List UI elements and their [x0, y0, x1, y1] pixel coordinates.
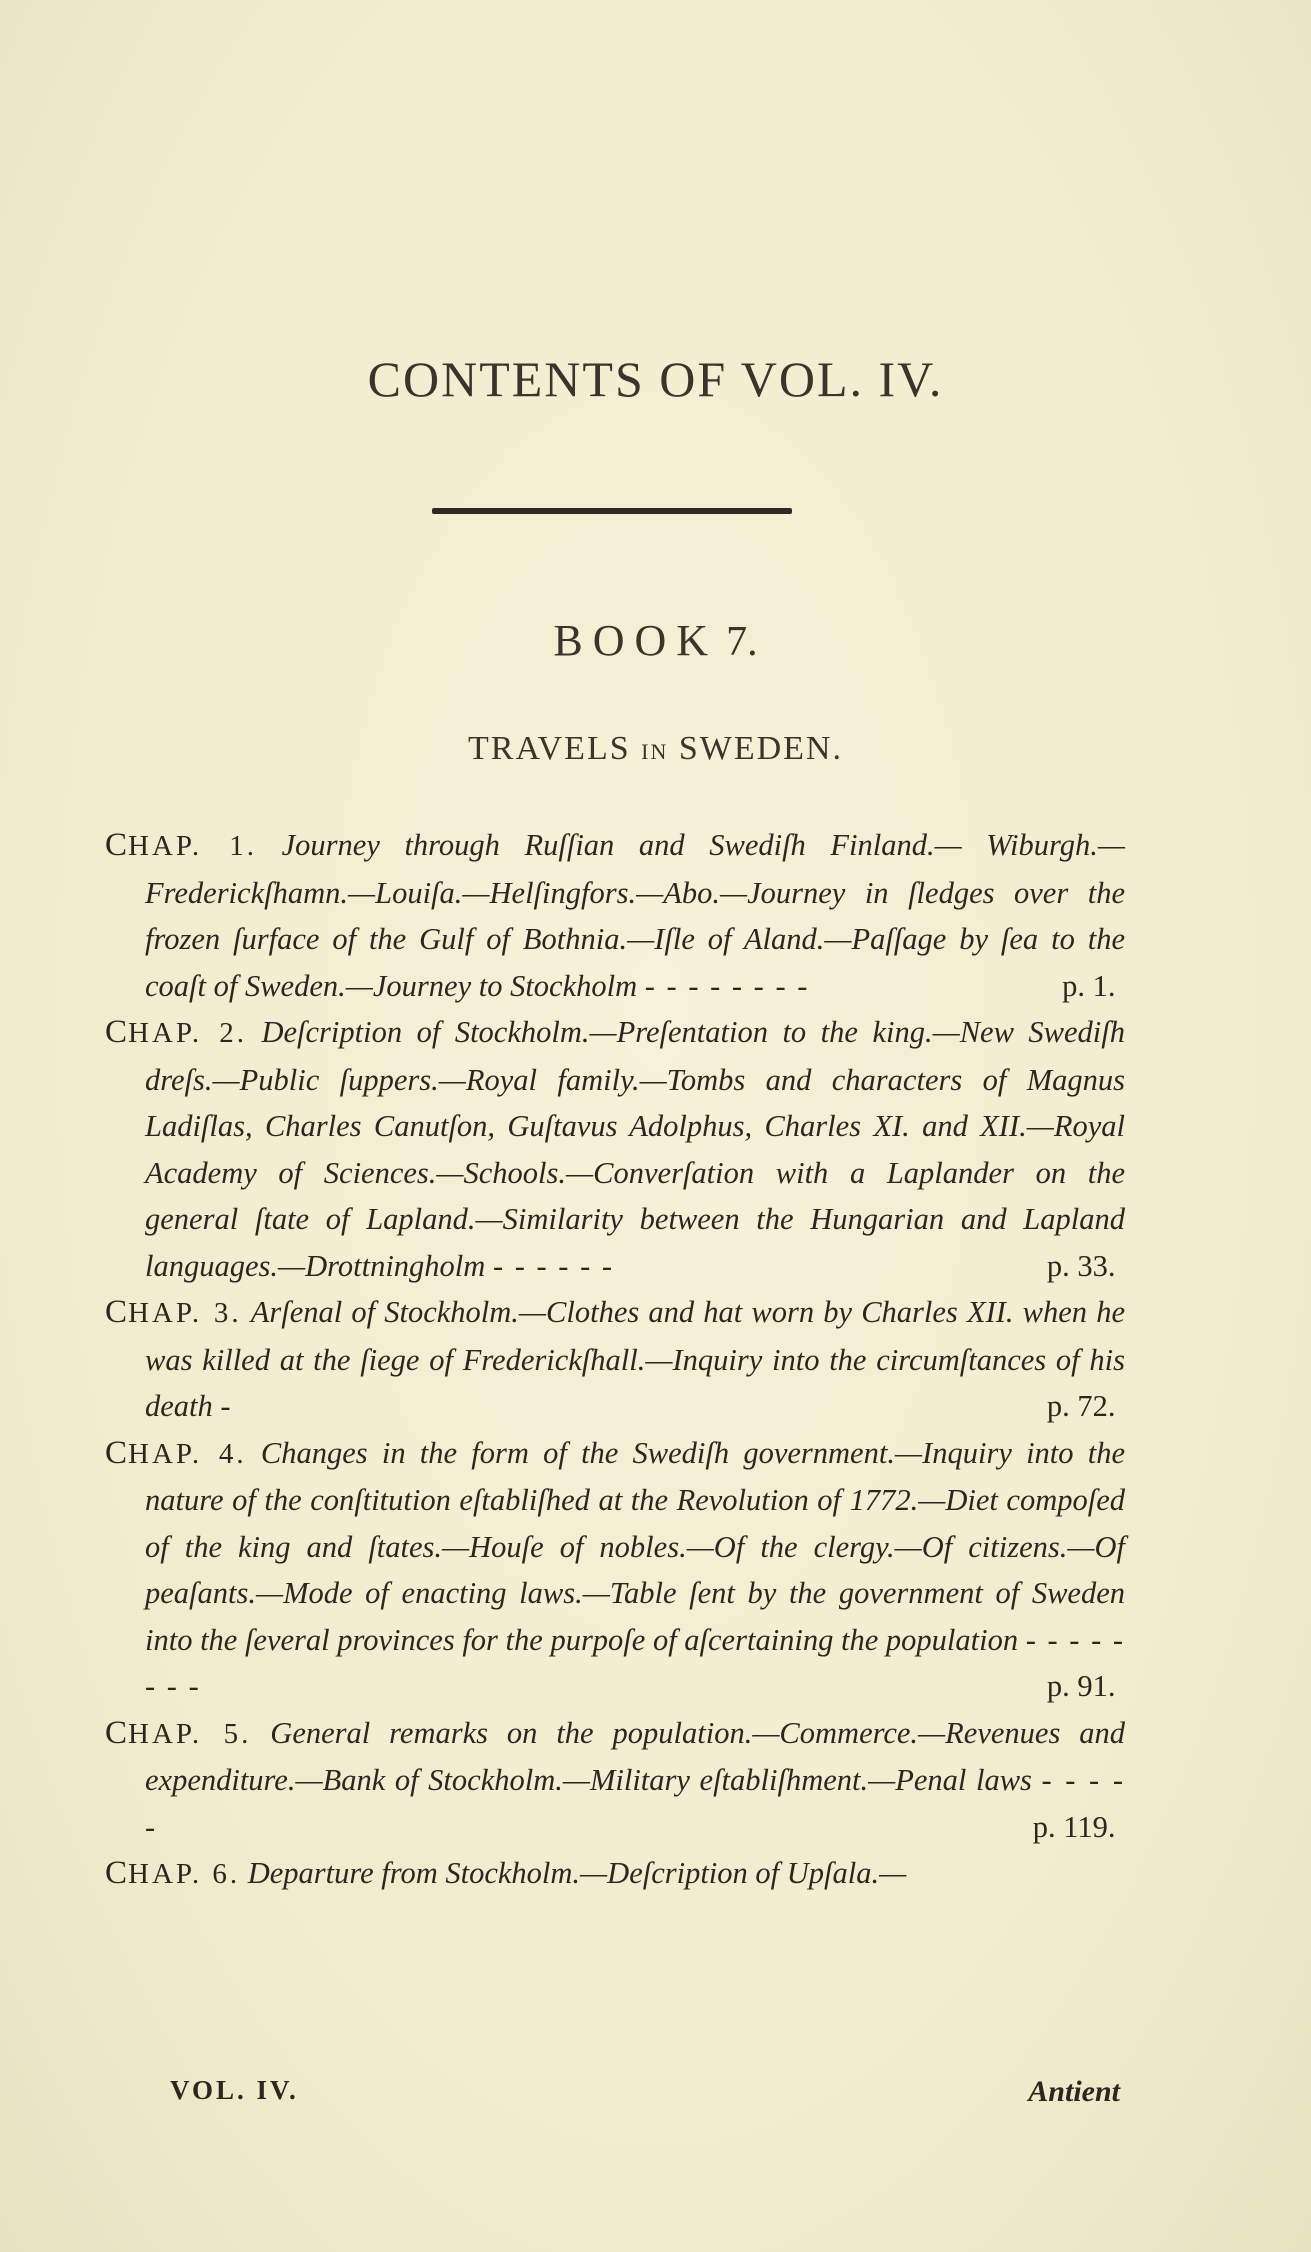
book-heading: [0, 615, 1311, 666]
subtitle-pre: TRAVELS: [468, 730, 631, 767]
chapter-label: CHAP. 3.: [105, 1294, 242, 1330]
chapter-entry: [105, 1289, 1125, 1430]
table-of-contents: [105, 822, 1125, 1898]
book-word: BOOK: [553, 616, 719, 665]
page-reference: p. 72.: [1046, 1389, 1116, 1423]
chapter-summary: Journey through Ruſſian and Swediſh Finland.— Wiburgh.—Frederickſhamn.—Louiſa.—Helſingfors.—Abo.—Journey in ſledges over the frozen ſurface of the Gulf of Bothnia.—Iſle of Aland.—Paſſage by ſea to the coaſt of Sweden.—Journey to Stockholm: [145, 828, 1125, 1003]
chapter-label: CHAP. 4.: [105, 1434, 247, 1471]
catchword: Antient: [1028, 2075, 1120, 2108]
chapter-summary: Deſcription of Stockholm.—Preſentation to the king.—New Swediſh dreſs.—Public ſuppers.—Royal family.—Tombs and characters of Magnus Ladiſlas, Charles Canutſon, Guſtavus Adolphus, Charles XI. and XII.—Royal Academy of Sciences.—Schools.—Converſation with a Laplander on the general ſtate of Lapland.—Similarity between the Hungarian and Lapland languages.—Drottningholm: [145, 1015, 1126, 1283]
page-reference: p. 119.: [1032, 1809, 1116, 1844]
chapter-summary: Arſenal of Stockholm.—Clothes and hat worn by Charles XII. when he was killed at the ſiege of Frederickſhall.—Inquiry into the circumſtances of his death: [145, 1295, 1125, 1423]
page-footer: [170, 2075, 1120, 2109]
subtitle-small: IN: [641, 739, 669, 764]
title-rule-divider: [432, 508, 792, 514]
leader-dashes: -: [220, 1389, 233, 1423]
chapter-label: CHAP. 1.: [105, 827, 258, 863]
chapter-summary: Departure from Stockholm.—Deſcription of Upſala.—: [247, 1856, 907, 1890]
leader-dashes: - - - - - - - -: [145, 1622, 1126, 1703]
subtitle-post: SWEDEN.: [678, 730, 843, 767]
chapter-entry: [105, 1850, 1125, 1898]
chapter-label: CHAP. 6.: [105, 1855, 241, 1891]
chapter-summary: Changes in the form of the Swediſh government.—Inquiry into the nature of the conſtitution eſtabliſhed at the Revolution of 1772.—Diet compoſed of the king and ſtates.—Houſe of nobles.—Of the clergy.—Of citizens.—Of peaſants.—Mode of enacting laws.—Table ſent by the government of Sweden into the ſeveral provinces for the purpoſe of aſcertaining the population: [145, 1435, 1125, 1657]
volume-signature: VOL. IV.: [170, 2075, 299, 2105]
chapter-entry: [105, 1430, 1125, 1710]
leader-dashes: - - - - - - - -: [644, 968, 810, 1003]
page-title: CONTENTS OF VOL. IV.: [367, 351, 944, 407]
chapter-entry: [105, 1009, 1125, 1289]
chapter-label: CHAP. 5.: [105, 1714, 252, 1751]
chapter-entry: [105, 1710, 1125, 1851]
chapter-label: CHAP. 2.: [105, 1014, 247, 1050]
page-reference: p. 1.: [1062, 968, 1116, 1003]
book-number: 7.: [726, 619, 758, 665]
leader-dashes: - - - - -: [145, 1763, 1125, 1844]
section-subtitle: [0, 730, 1311, 768]
leader-dashes: - - - - - -: [492, 1248, 615, 1283]
page-reference: p. 33.: [1046, 1248, 1116, 1283]
page-reference: p. 91.: [1046, 1669, 1116, 1703]
chapter-entry: [105, 822, 1125, 1009]
chapter-summary: General remarks on the population.—Commerce.—Revenues and expenditure.—Bank of Stockholm.—Military eſtabliſhment.—Penal laws: [145, 1715, 1125, 1797]
